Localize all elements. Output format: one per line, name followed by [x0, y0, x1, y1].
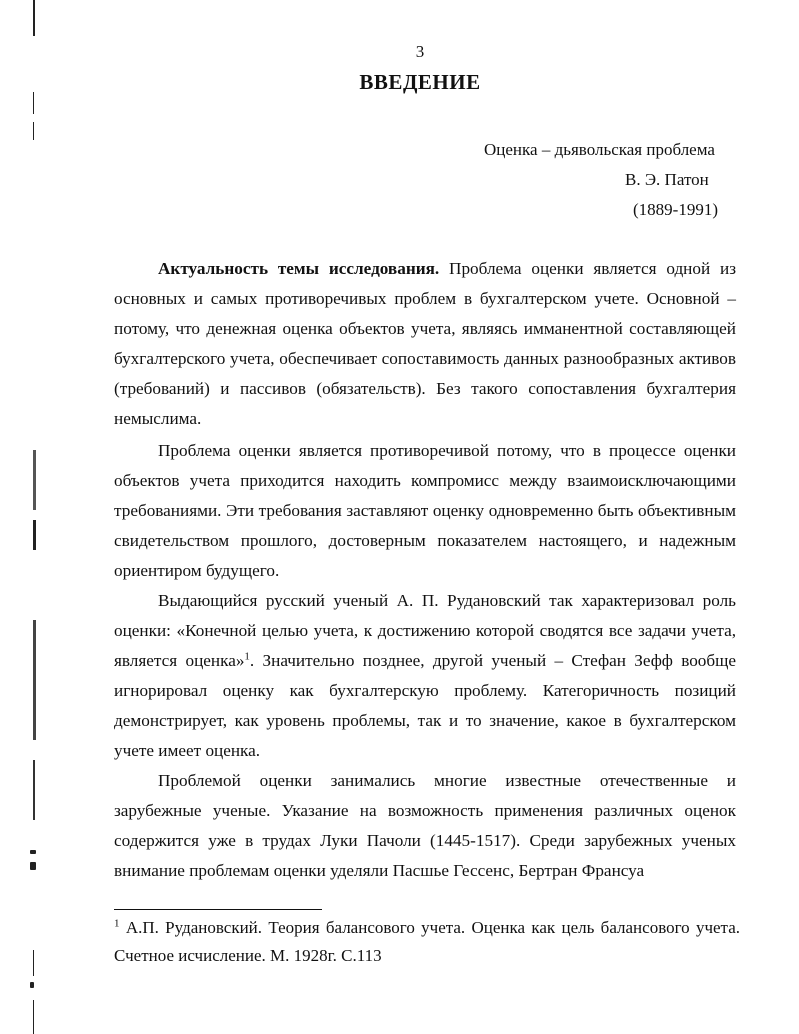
footnote-mark: 1 [114, 917, 120, 930]
paragraph-text: . Значительно позднее, другой ученый – Стефан Зефф вообще игнорировал оценку как бухгалтерскую проблему. Категоричность позиций демонстрирует, как уровень проблемы, так и то значение, какое в бухгалтерском учете имеет оценка. [114, 651, 736, 760]
scan-edge-mark [33, 122, 34, 140]
paragraph-contradiction [114, 436, 736, 586]
paragraph-text: Выдающийся русский ученый А. П. Рудановский так характеризовал роль оценки: «Конечной целью учета, к достижению которой сводятся все задачи учета, является оценка» [114, 591, 736, 670]
scan-edge-mark [33, 620, 36, 740]
page-number: 3 [415, 42, 425, 61]
paragraph-text: Проблемой оценки занимались многие известные отечественные и зарубежные ученые. Указание на возможность применения различных оценок содержится уже в трудах Луки Пачоли (1445-1517). Среди зарубежных ученых внимание проблемам оценки уделяли Пасшье Гессенс, Бертран Франсуа [114, 771, 736, 880]
page-title: ВВЕДЕНИЕ [359, 70, 481, 94]
scan-edge-mark [33, 520, 36, 550]
footnote-reference: 1 [244, 650, 250, 663]
scan-edge-mark [33, 0, 35, 36]
scan-edge-mark [33, 92, 34, 114]
epigraph-author: В. Э. Патон [625, 170, 709, 189]
scan-edge-dot [30, 982, 34, 988]
footnote-separator [114, 909, 322, 910]
footnote [114, 914, 740, 970]
scan-edge-dot [30, 850, 36, 854]
footnote-text: А.П. Рудановский. Теория балансового учета. Оценка как цель балансового учета. Счетное исчисление. М. 1928г. С.113 [114, 918, 740, 965]
epigraph-quote: Оценка – дьявольская проблема [484, 140, 715, 159]
paragraph-relevance [114, 254, 736, 434]
paragraph-text: Проблема оценки является противоречивой потому, что в процессе оценки объектов учета приходится находить компромисс между взаимоисключающими требованиями. Эти требования заставляют оценку одновременно быть объективным свидетельством прошлого, достоверным показателем настоящего, и надежным ориентиром будущего. [114, 441, 736, 580]
scan-edge-mark [33, 450, 36, 510]
scan-edge-dot [30, 862, 36, 870]
epigraph-years: (1889-1991) [633, 200, 718, 219]
paragraph-lead: Актуальность темы исследования. [158, 259, 440, 278]
scan-edge-mark [33, 1000, 34, 1034]
paragraph-rudanovsky [114, 586, 736, 766]
scan-edge-mark [33, 950, 34, 976]
scan-edge-mark [33, 760, 35, 820]
paragraph-text: Проблема оценки является одной из основных и самых противоречивых проблем в бухгалтерском учете. Основной – потому, что денежная оценка объектов учета, являясь имманентной составляющей бухгалтерского учета, обеспечивает сопоставимость данных разнообразных активов (требований) и пассивов (обязательств). Без такого сопоставления бухгалтерия немыслима. [114, 259, 736, 428]
paragraph-scholars [114, 766, 736, 886]
